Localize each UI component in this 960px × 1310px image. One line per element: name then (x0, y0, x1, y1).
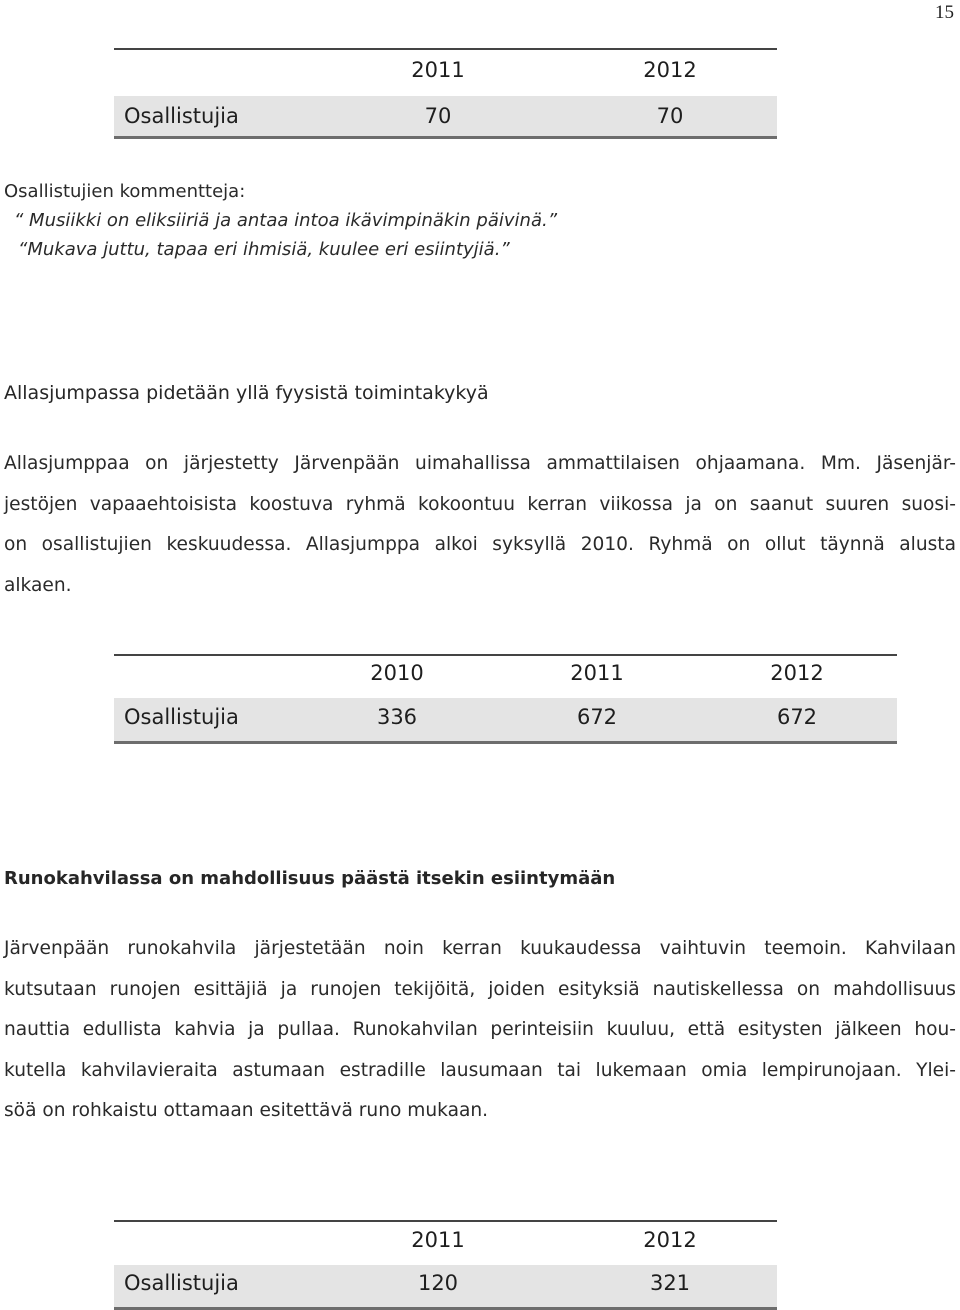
table-header (114, 1222, 777, 1265)
participants-table-1 (114, 48, 777, 139)
year-header: 2012 (643, 58, 697, 82)
section-runokahvila (4, 868, 956, 889)
section-heading: Runokahvilassa on mahdollisuus päästä itsekin esiintymään (4, 868, 616, 889)
paragraph-line: Järvenpään runokahvila järjestetään noin kerran kuukaudessa vaihtuvin teemoin. Kahvilaan (4, 938, 956, 959)
table-cell: 70 (424, 104, 452, 128)
year-header: 2011 (411, 1228, 465, 1252)
comment-item: “ Musiikki on eliksiiriä ja antaa intoa ikävimpinäkin päivinä.” (14, 210, 558, 231)
section-paragraph (4, 444, 956, 606)
row-label: Osallistujia (124, 705, 239, 729)
paragraph-line: söä on rohkaistu ottamaan esitettävä runo mukaan. (4, 1100, 489, 1121)
year-header: 2012 (770, 661, 824, 685)
table-cell: 321 (649, 1271, 691, 1295)
table-row (114, 698, 897, 744)
paragraph-line: alkaen. (4, 574, 72, 596)
table-row (114, 1265, 777, 1310)
section-heading: Allasjumpassa pidetään yllä fyysistä toimintakykyä (4, 382, 489, 404)
table-cell: 120 (417, 1271, 459, 1295)
comments-label: Osallistujien kommentteja: (4, 181, 246, 202)
year-header: 2011 (570, 661, 624, 685)
year-header: 2011 (411, 58, 465, 82)
paragraph-line: jestöjen vapaaehtoisista koostuva ryhmä kokoontuu kerran viikossa ja on saanut suuren suosi- (4, 493, 956, 515)
table-cell: 70 (656, 104, 684, 128)
row-label: Osallistujia (124, 1271, 239, 1295)
paragraph-line: kutsutaan runojen esittäjiä ja runojen tekijöitä, joiden esityksiä nautiskellessa on mahdollisuus (4, 978, 956, 1000)
paragraph-line: Allasjumppaa on järjestetty Järvenpään uimahallissa ammattilaisen ohjaamana. Mm. Jäsenjär- (4, 453, 956, 474)
paragraph-line: on osallistujien keskuudessa. Allasjumppa alkoi syksyllä 2010. Ryhmä on ollut täynnä alusta (4, 534, 956, 555)
participants-table-2 (114, 654, 897, 744)
page-number: 15 (935, 2, 954, 23)
participants-table-3 (114, 1220, 777, 1310)
comment-item: “Mukava juttu, tapaa eri ihmisiä, kuulee eri esiintyjiä.” (18, 239, 510, 260)
row-label: Osallistujia (124, 104, 239, 128)
paragraph-line: nauttia edullista kahvia ja pullaa. Runokahvilan perinteisiin kuuluu, että esitysten jälkeen hou- (4, 1019, 956, 1040)
paragraph-line: kutella kahvilavieraita astumaan estradille lausumaan tai lukemaan omia lempirunojaan. Ylei- (4, 1059, 956, 1081)
section-paragraph (4, 929, 956, 1132)
table-header (114, 50, 777, 96)
year-header: 2012 (643, 1228, 697, 1252)
table-row (114, 96, 777, 139)
year-header: 2010 (370, 661, 424, 685)
section-allasjumppa (4, 382, 956, 404)
table-header (114, 656, 897, 698)
comments-block (4, 177, 956, 264)
table-cell: 672 (776, 705, 818, 729)
table-cell: 672 (576, 705, 618, 729)
table-cell: 336 (376, 705, 418, 729)
